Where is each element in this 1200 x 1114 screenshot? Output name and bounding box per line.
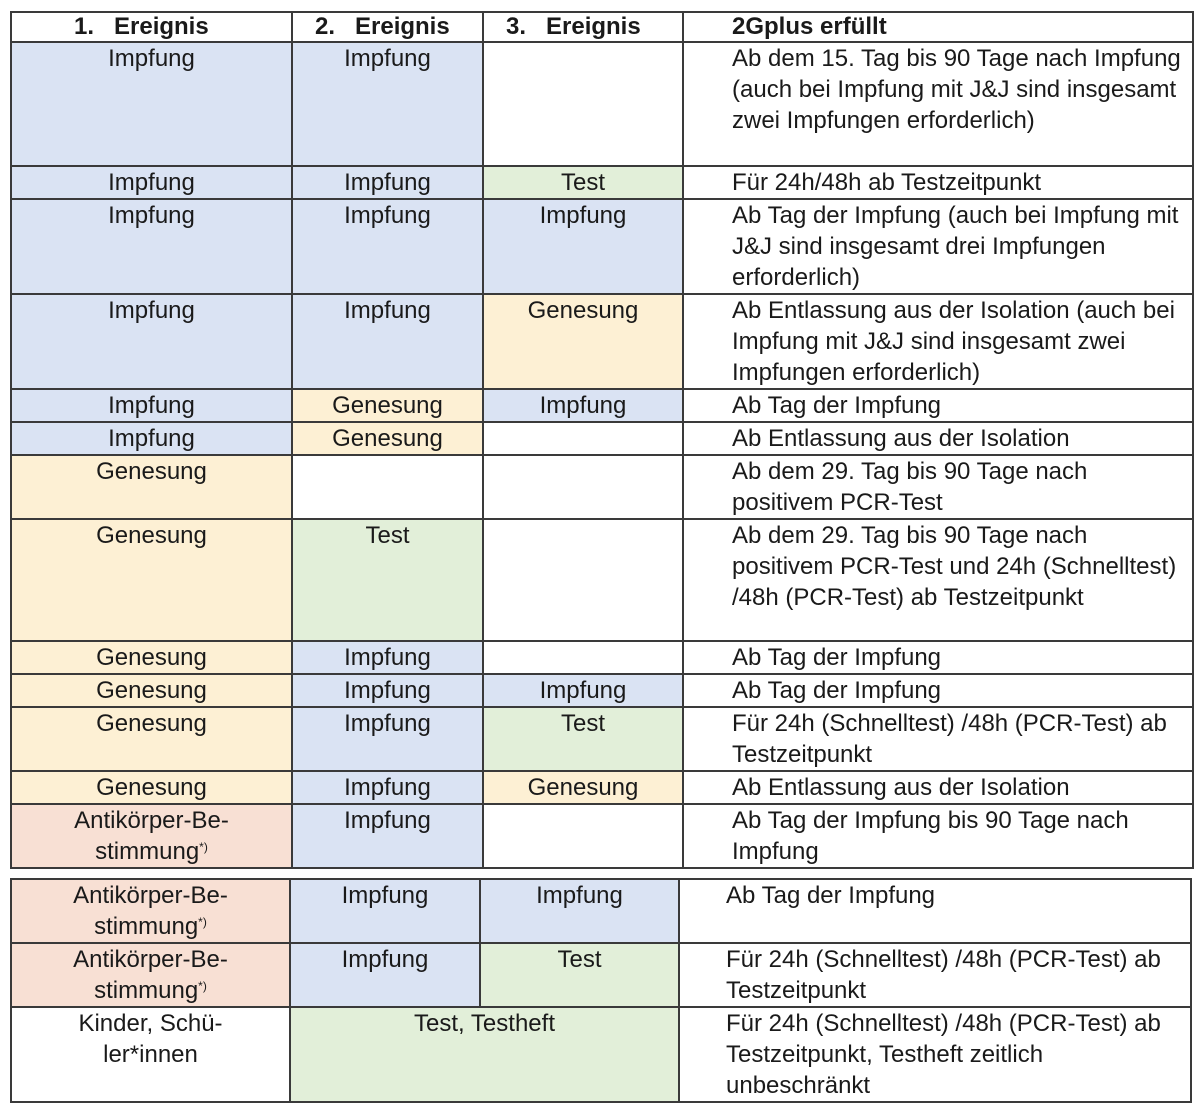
- result-cell: Ab dem 29. Tag bis 90 Tage nach positivem PCR-Test: [683, 455, 1193, 519]
- table-row: [11, 674, 1193, 707]
- event-3-cell: [483, 42, 683, 166]
- event-1-cell: Genesung: [11, 455, 292, 519]
- result-cell: Ab Tag der Impfung: [679, 879, 1191, 943]
- event-3-cell: [483, 455, 683, 519]
- event-2-cell: Impfung: [292, 804, 483, 868]
- header-event-1-label: Ereignis: [114, 13, 209, 40]
- header-event-3-number: 3.: [505, 13, 526, 40]
- result-cell: Ab dem 15. Tag bis 90 Tage nach Impfung (auch bei Impfung mit J&J sind insgesamt zwei Impfungen erforderlich): [683, 42, 1193, 166]
- event-1-cell: Impfung: [11, 166, 292, 199]
- event-1-cell: Impfung: [11, 42, 292, 166]
- header-event-3-label: Ereignis: [546, 13, 641, 40]
- table-row: [11, 804, 1193, 868]
- table-row: [11, 879, 1191, 943]
- result-cell: Ab Tag der Impfung: [683, 641, 1193, 674]
- event-3-cell: Impfung: [483, 389, 683, 422]
- event-3-cell: Impfung: [480, 879, 679, 943]
- event-1-line-1: Antikörper-Be-: [73, 882, 228, 909]
- table-row: [11, 771, 1193, 804]
- table-row: [11, 389, 1193, 422]
- event-2-cell: Impfung: [292, 707, 483, 771]
- event-2-cell: Impfung: [292, 42, 483, 166]
- header-event-2: [292, 12, 483, 42]
- event-1-cell: Impfung: [11, 422, 292, 455]
- table-row: [11, 943, 1191, 1007]
- header-event-3: [483, 12, 683, 42]
- event-1-cell: [11, 1007, 290, 1102]
- event-2-cell: Impfung: [292, 166, 483, 199]
- result-cell: Ab Entlassung aus der Isolation: [683, 422, 1193, 455]
- header-event-2-label: Ereignis: [355, 13, 450, 40]
- event-1-line-1: Antikörper-Be-: [74, 807, 229, 834]
- event-2-cell: Impfung: [290, 943, 480, 1007]
- table-row: [11, 42, 1193, 166]
- event-1-cell: Genesung: [11, 519, 292, 641]
- event-1-cell: [11, 879, 290, 943]
- event-2-cell: Impfung: [290, 879, 480, 943]
- event-3-cell: Test: [483, 166, 683, 199]
- result-cell: Ab Tag der Impfung (auch bei Impfung mit J&J sind insgesamt drei Impfungen erforderlich): [683, 199, 1193, 294]
- event-2-cell: Impfung: [292, 641, 483, 674]
- table-row: [11, 422, 1193, 455]
- footnote-mark: *): [198, 979, 207, 993]
- event-1-line-2: stimmung: [95, 838, 200, 865]
- table-row: [11, 707, 1193, 771]
- event-3-cell: Impfung: [483, 674, 683, 707]
- event-1-cell: Genesung: [11, 641, 292, 674]
- table-row: [11, 455, 1193, 519]
- footnote-mark: *): [198, 915, 207, 929]
- event-2-cell: Genesung: [292, 389, 483, 422]
- header-event-1: [11, 12, 292, 42]
- event-1-cell: Impfung: [11, 294, 292, 389]
- event-1-line-2: ler*innen: [103, 1041, 198, 1068]
- header-event-2-number: 2.: [314, 13, 335, 40]
- result-cell: Für 24h (Schnelltest) /48h (PCR-Test) ab Testzeitpunkt: [683, 707, 1193, 771]
- result-cell: Ab Tag der Impfung: [683, 389, 1193, 422]
- event-1-cell: Genesung: [11, 707, 292, 771]
- event-3-cell: Test: [483, 707, 683, 771]
- event-1-cell: [11, 804, 292, 868]
- event-1-line-2: stimmung: [94, 977, 199, 1004]
- event-2-cell: [292, 455, 483, 519]
- table-row: [11, 1007, 1191, 1102]
- event-3-cell: [483, 804, 683, 868]
- event-1-cell: [11, 943, 290, 1007]
- event-2-cell: Impfung: [292, 199, 483, 294]
- event-1-line-1: Antikörper-Be-: [73, 946, 228, 973]
- result-cell: Ab Tag der Impfung bis 90 Tage nach Impfung: [683, 804, 1193, 868]
- event-3-cell: Genesung: [483, 771, 683, 804]
- event-3-cell: [483, 422, 683, 455]
- event-2-cell: Impfung: [292, 771, 483, 804]
- header-result: 2Gplus erfüllt: [683, 12, 1193, 42]
- event-2-cell: Test: [292, 519, 483, 641]
- table-row: [11, 199, 1193, 294]
- table-row: [11, 294, 1193, 389]
- event-1-line-1: Kinder, Schü-: [78, 1010, 223, 1037]
- event-1-cell: Genesung: [11, 771, 292, 804]
- header-event-1-number: 1.: [73, 13, 94, 40]
- result-cell: Ab Tag der Impfung: [683, 674, 1193, 707]
- event-2-cell: Impfung: [292, 294, 483, 389]
- event-2-cell: Impfung: [292, 674, 483, 707]
- table-row: [11, 519, 1193, 641]
- event-3-cell: [483, 641, 683, 674]
- footnote-mark: *): [199, 840, 208, 854]
- event-1-cell: Impfung: [11, 389, 292, 422]
- event-3-cell: Genesung: [483, 294, 683, 389]
- event-1-line-2: stimmung: [94, 913, 199, 940]
- event-2-cell: Genesung: [292, 422, 483, 455]
- result-cell: Für 24h (Schnelltest) /48h (PCR-Test) ab Testzeitpunkt: [679, 943, 1191, 1007]
- result-cell: Ab Entlassung aus der Isolation (auch bei Impfung mit J&J sind insgesamt zwei Impfungen erforderlich): [683, 294, 1193, 389]
- event-3-cell: Impfung: [483, 199, 683, 294]
- event-3-cell: [483, 519, 683, 641]
- result-cell: Für 24h/48h ab Testzeitpunkt: [683, 166, 1193, 199]
- table-row: [11, 166, 1193, 199]
- event-1-cell: Impfung: [11, 199, 292, 294]
- result-cell: Für 24h (Schnelltest) /48h (PCR-Test) ab Testzeitpunkt, Testheft zeitlich unbeschränkt: [679, 1007, 1191, 1102]
- event-1-cell: Genesung: [11, 674, 292, 707]
- table-header-row: [11, 12, 1193, 42]
- rules-table: [10, 11, 1194, 869]
- result-cell: Ab dem 29. Tag bis 90 Tage nach positivem PCR-Test und 24h (Schnelltest) /48h (PCR-Test) ab Testzeitpunkt: [683, 519, 1193, 641]
- result-cell: Ab Entlassung aus der Isolation: [683, 771, 1193, 804]
- event-3-cell: Test: [480, 943, 679, 1007]
- rules-table-continuation: [10, 878, 1192, 1103]
- table-row: [11, 641, 1193, 674]
- event-2-3-cell: Test, Testheft: [290, 1007, 679, 1102]
